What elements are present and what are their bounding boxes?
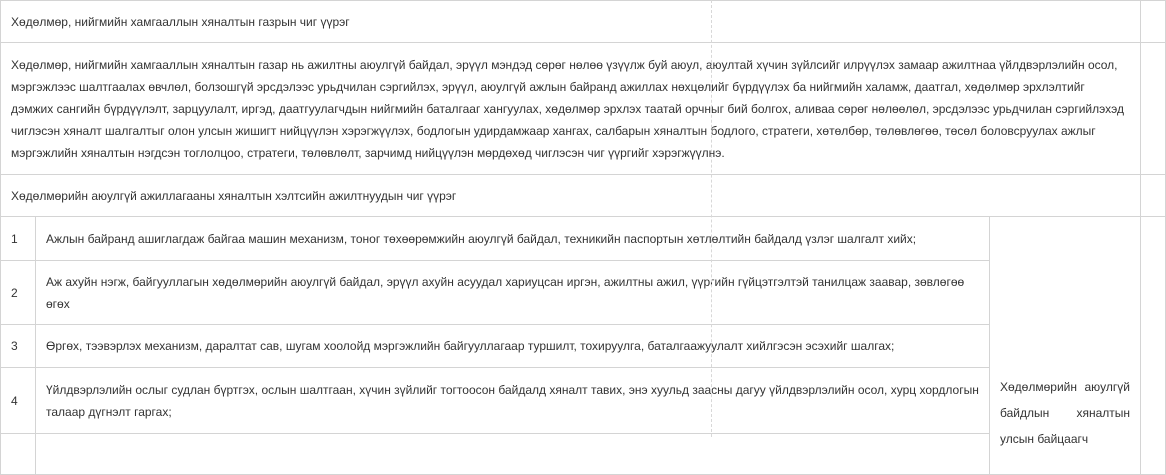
table-row <box>1 217 1166 261</box>
row-text <box>36 434 990 475</box>
row-text: Өргөх, тээвэрлэх механизм, даралтат сав, шугам хоолойд мэргэжлийн байгууллагаар туршилт, тохируулга, баталгаажуулалт хийлгэсэн эсэхийг шалгах; <box>36 325 990 368</box>
dashed-guide-line <box>711 0 712 437</box>
position-title: Хөдөлмөрийн аюулгүй байдлын хяналтын улсын байцаагч <box>990 217 1141 475</box>
description-paragraph: Хөдөлмөр, нийгмийн хамгааллын хяналтын газар нь ажилтны аюулгүй байдал, эрүүл мэндэд сөрөг нөлөө үзүүлж буй аюул, аюултай хүчин зүйлсийг илрүүлэх замаар ажилтнаа үйлдвэрлэлийн осол, мэргэжлээс шалтгаалах өвчлөл, болзошгүй эрсдэлээс урьдчилан сэргийлэх, эрүүл, аюулгүй ажлын байранд ажиллах нөхцөлийг бүрдүүлэх ба нийгмийн халамж, даатгал, хөдөлмөр эрхлэлтийг дэмжих сангийн бүрдүүлэлт, зарцуулалт, иргэд, даатгуулагчдын нийгмийн баталгааг хангуулах, хөдөлмөр эрхлэх таатай орчныг бий болгох, аливаа сөрөг нөлөөлөл, эрсдэлээс урьдчилан сэргийлэхэд чиглэсэн хяналт шалгалтыг олон улсын жишигт нийцүүлэн хэрэгжүүлэх, бодлогын удирдамжаар хангах, салбарын хяналтын бодлого, стратеги, хөтөлбөр, төлөвлөгөө, төсөл боловсруулах ажлыг мэргэжлийн хяналтын нэгдсэн тоглолцоо, стратеги, төлөвлөлт, зарчимд нийцүүлэн мөрдөхөд чиглэсэн чиг үүргийг хэрэгжүүлнэ. <box>1 43 1141 175</box>
row-text: Аж ахуйн нэгж, байгууллагын хөдөлмөрийн аюулгүй байдал, эрүүл ахуйн асуудал хариуцсан иргэн, ажилтны ажил, үүргийн гүйцэтгэлтэй танилцаж заавар, зөвлөгөө өгөх <box>36 261 990 325</box>
row-number: 3 <box>1 325 36 368</box>
row-number: 2 <box>1 261 36 325</box>
edge-cell <box>1141 175 1166 217</box>
edge-cell <box>1141 217 1166 475</box>
row-number: 4 <box>1 368 36 434</box>
row-text: Үйлдвэрлэлийн ослыг судлан бүртгэх, ослын шалтгаан, хүчин зүйлийг тогтоосон байдалд хяналт тавих, энэ хуульд заасны дагуу үйлдвэрлэлийн осол, хурц хордлогын талаар дүгнэлт гаргах; <box>36 368 990 434</box>
edge-cell <box>1141 1 1166 43</box>
row-number: 1 <box>1 217 36 261</box>
section-heading: Хөдөлмөрийн аюулгүй ажиллагааны хяналтын хэлтсийн ажилтнуудын чиг үүрэг <box>1 175 1141 217</box>
page-title: Хөдөлмөр, нийгмийн хамгааллын хяналтын газрын чиг үүрэг <box>1 1 1141 43</box>
edge-cell <box>1141 43 1166 175</box>
row-text: Ажлын байранд ашиглагдаж байгаа машин механизм, тоног төхөөрөмжийн аюулгүй байдал, техникийн паспортын хөтлөлтийн байдалд үзлэг шалгалт хийх; <box>36 217 990 261</box>
row-number <box>1 434 36 475</box>
